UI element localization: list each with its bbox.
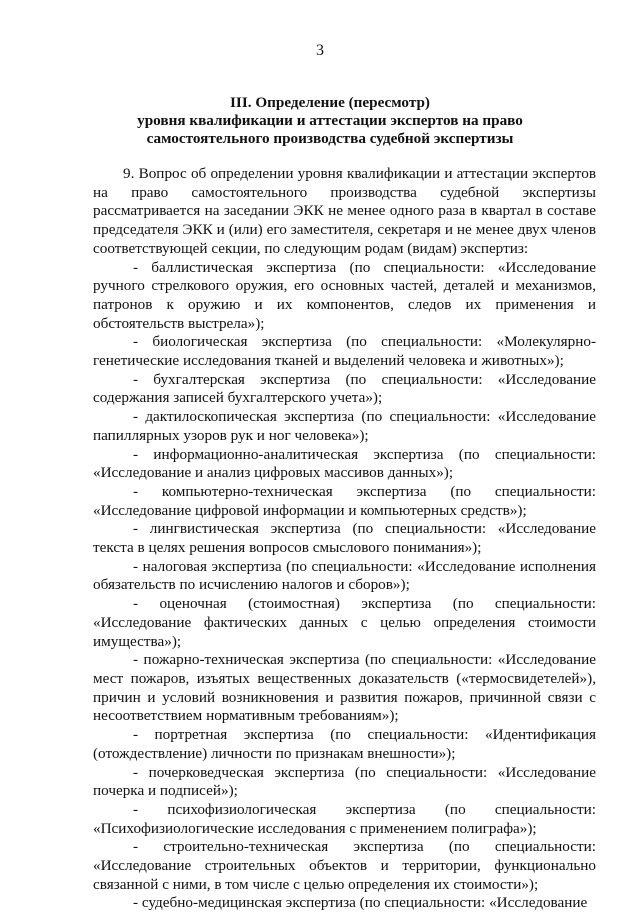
list-item: - строительно-техническая экспертиза (по специальности: «Исследование строительных объектов и территории, функционально связанной с ними, в том числе с целью определения их стоимости»); — [93, 838, 596, 893]
section-heading-line: III. Определение (пересмотр) — [230, 94, 430, 111]
list-item: - бухгалтерская экспертиза (по специальности: «Исследование содержания записей бухгалтерского учета»); — [93, 370, 596, 407]
list-item: - почерковедческая экспертиза (по специальности: «Исследование почерка и подписей»); — [93, 763, 596, 800]
document-body — [93, 165, 596, 913]
section-heading-line: самостоятельного производства судебной экспертизы — [146, 130, 514, 147]
list-item: - лингвистическая экспертиза (по специальности: «Исследование текста в целях решения вопросов смыслового понимания»); — [93, 520, 596, 557]
list-item: - пожарно-техническая экспертиза (по специальности: «Исследование мест пожаров, изъятых вещественных доказательств («термосвидетелей»), причин и условий возникновения и развития пожаров, причинной связи с несоответствием нормативным требованиям»); — [93, 651, 596, 725]
list-item: - психофизиологическая экспертиза (по специальности: «Психофизиологические исследования с применением полиграфа»); — [93, 800, 596, 837]
list-item: - компьютерно-техническая экспертиза (по специальности: «Исследование цифровой информации и компьютерных средств»); — [93, 482, 596, 519]
section-heading — [60, 94, 600, 148]
list-item: - судебно-медицинская экспертиза (по специальности: «Исследование — [133, 894, 588, 912]
section-heading-line: уровня квалификации и аттестации экспертов на право — [137, 112, 523, 129]
list-item: - биологическая экспертиза (по специальности: «Молекулярно-генетические исследования тканей и выделений человека и животных»); — [93, 333, 596, 370]
list-item: - баллистическая экспертиза (по специальности: «Исследование ручного стрелкового оружия, его основных частей, деталей и механизмов, патронов к оружию и их компонентов, следов их применения и обстоятельств выстрела»); — [93, 258, 596, 332]
list-item: - дактилоскопическая экспертиза (по специальности: «Исследование папиллярных узоров рук и ног человека»); — [93, 408, 596, 444]
list-item: - налоговая экспертиза (по специальности: «Исследование исполнения обязательств по исчислению налогов и сборов»); — [93, 557, 596, 594]
list-item: - портретная экспертиза (по специальности: «Идентификация (отождествление) личности по признакам внешности»); — [93, 726, 596, 762]
page-number: 3 — [316, 42, 324, 59]
intro-paragraph: 9. Вопрос об определении уровня квалификации и аттестации экспертов на право самостоятельного производства судебной экспертизы рассматривается на заседании ЭКК не менее одного раза в квартал в составе председателя ЭКК и (или) его заместителя, секретаря и не менее двух членов соответствующей секции, по следующим родам (видам) экспертиз: — [93, 165, 596, 257]
list-item: - оценочная (стоимостная) экспертиза (по специальности: «Исследование фактических данных с целью определения стоимости имущества»); — [93, 595, 596, 650]
list-item: - информационно-аналитическая экспертиза (по специальности: «Исследование и анализ цифровых массивов данных»); — [93, 445, 596, 482]
